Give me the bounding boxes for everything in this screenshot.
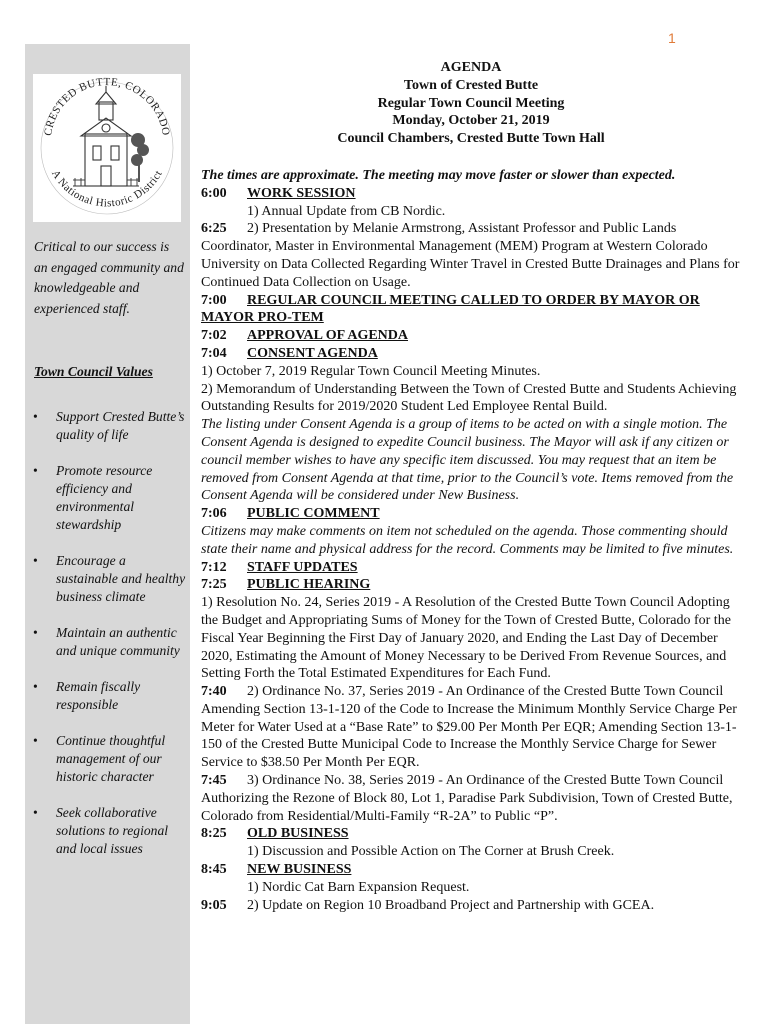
town-name: Town of Crested Butte <box>403 77 539 93</box>
page-number: 1 <box>668 30 676 46</box>
section-consent: 7:04 CONSENT AGENDA <box>201 345 378 361</box>
values-title: Town Council Values <box>34 364 153 379</box>
agenda-title: AGENDA <box>440 60 502 75</box>
section-approval: 7:02 APPROVAL OF AGENDA <box>201 328 409 344</box>
mission-statement: Critical to our success is an engaged community and knowledgeable and experienced staff. <box>34 239 184 316</box>
value-item: • Continue thoughtful management of our historic character <box>33 733 166 784</box>
agenda-item: 2) Memorandum of Understanding Between the Town of Crested Butte and Students Achieving Outstanding Results for 2019/2020 Student Led Employee Rental Build. <box>201 381 737 415</box>
section-work-session: 6:00 WORK SESSION <box>201 185 356 201</box>
bullet-icon: • <box>33 733 38 748</box>
agenda-item: 1) Nordic Cat Barn Expansion Request. <box>247 879 470 895</box>
value-item: • Promote resource efficiency and environmental stewardship <box>33 463 153 532</box>
public-comment-note: Citizens may make comments on item not scheduled on the agenda. Those commenting should state their name and physical address for the record. Comments may be limited to five minutes. <box>201 523 734 557</box>
agenda-item: 1) October 7, 2019 Regular Town Council Meeting Minutes. <box>201 363 541 379</box>
section-new-business: 8:45 NEW BUSINESS <box>201 862 352 878</box>
section-public-hearing: 7:25 PUBLIC HEARING <box>201 577 371 593</box>
meeting-type: Regular Town Council Meeting <box>377 95 565 111</box>
agenda-item: 6:25 2) Presentation by Melanie Armstrong, Assistant Professor and Public Lands Coordinator, Master in Environmental Management (MEM) Program at Western Colorado University on Data Collected Regarding Winter Travel in Crested Butte Drainages and Plans for Continued Data Collection on Usage. <box>201 221 740 290</box>
bullet-icon: • <box>33 409 38 424</box>
value-item: • Maintain an authentic and unique community <box>33 625 180 658</box>
section-old-business: 8:25 OLD BUSINESS <box>201 826 349 842</box>
times-disclaimer: The times are approximate. The meeting may move faster or slower than expected. <box>201 167 676 183</box>
bullet-icon: • <box>33 463 38 478</box>
town-seal-logo <box>33 74 181 222</box>
bullet-icon: • <box>33 679 38 694</box>
consent-note: The listing under Consent Agenda is a group of items to be acted on with a single motion. The Consent Agenda is designed to expedite Council business. The Mayor will ask if any citizen or council member wishes to have any specific item discussed. You may request that an item be removed from Consent Agenda at that time, prior to the Council’s vote. Items removed from the Consent Agenda will be considered under New Business. <box>201 417 734 504</box>
bullet-icon: • <box>33 553 38 568</box>
meeting-date: Monday, October 21, 2019 <box>392 113 550 129</box>
section-call-to-order: 7:00 REGULAR COUNCIL MEETING CALLED TO ORDER BY MAYOR OR MAYOR PRO-TEM <box>201 292 700 326</box>
agenda-item: 1) Discussion and Possible Action on The Corner at Brush Creek. <box>247 844 615 860</box>
bullet-icon: • <box>33 805 38 820</box>
agenda-item: 1) Annual Update from CB Nordic. <box>247 203 446 219</box>
bullet-icon: • <box>33 625 38 640</box>
value-item: • Encourage a sustainable and healthy business climate <box>33 553 186 604</box>
agenda-item: 7:45 3) Ordinance No. 38, Series 2019 - An Ordinance of the Crested Butte Town Council Authorizing the Rezone of Block 80, Lot 1, Paradise Park Subdivision, Town of Crested Butte, Colorado from Residential/Multi-Family “R-2A” to Public “P”. <box>201 773 733 824</box>
svg-text:CRESTED BUTTE, COLORADO: CRESTED BUTTE, COLORADO <box>42 76 172 137</box>
agenda-header <box>201 59 741 148</box>
sidebar <box>25 44 190 1024</box>
section-staff-updates: 7:12 STAFF UPDATES <box>201 559 358 575</box>
value-item: • Remain fiscally responsible <box>33 679 141 712</box>
svg-text:A National Historic District: A National Historic District <box>49 168 165 210</box>
agenda-item: 7:40 2) Ordinance No. 37, Series 2019 - An Ordinance of the Crested Butte Town Council Amending Section 13-1-120 of the Code to Increase the Minimum Monthly Service Charge Per Meter for Water Used at a “Base Rate” to $29.00 Per Month Per EQR; Amending Section 13-1-150 of the Crested Butte Municipal Code to Increase the Monthly Service Charge for Sewer Service to $38.50 Per Month Per EQR. <box>201 684 737 771</box>
agenda-item: 9:05 2) Update on Region 10 Broadband Project and Partnership with GCEA. <box>201 897 655 913</box>
values-list <box>25 408 190 876</box>
section-public-comment: 7:06 PUBLIC COMMENT <box>201 506 380 522</box>
value-item: • Seek collaborative solutions to regional and local issues <box>33 805 169 856</box>
agenda-body <box>201 59 741 914</box>
agenda-item: 1) Resolution No. 24, Series 2019 - A Resolution of the Crested Butte Town Council Adopting the Budget and Appropriating Sums of Money for the Town of Crested Butte, Colorado for the Fiscal Year Beginning the First Day of January 2020, and Ending the Last Day of December 2020, Estimating the Amount of Money Necessary to be Derived From Revenue Sources, and Setting Forth the Total Estimated Expenditures for Each Fund. <box>201 595 731 682</box>
value-item: • Support Crested Butte’s quality of life <box>33 409 185 442</box>
meeting-location: Council Chambers, Crested Butte Town Hall <box>337 131 605 147</box>
